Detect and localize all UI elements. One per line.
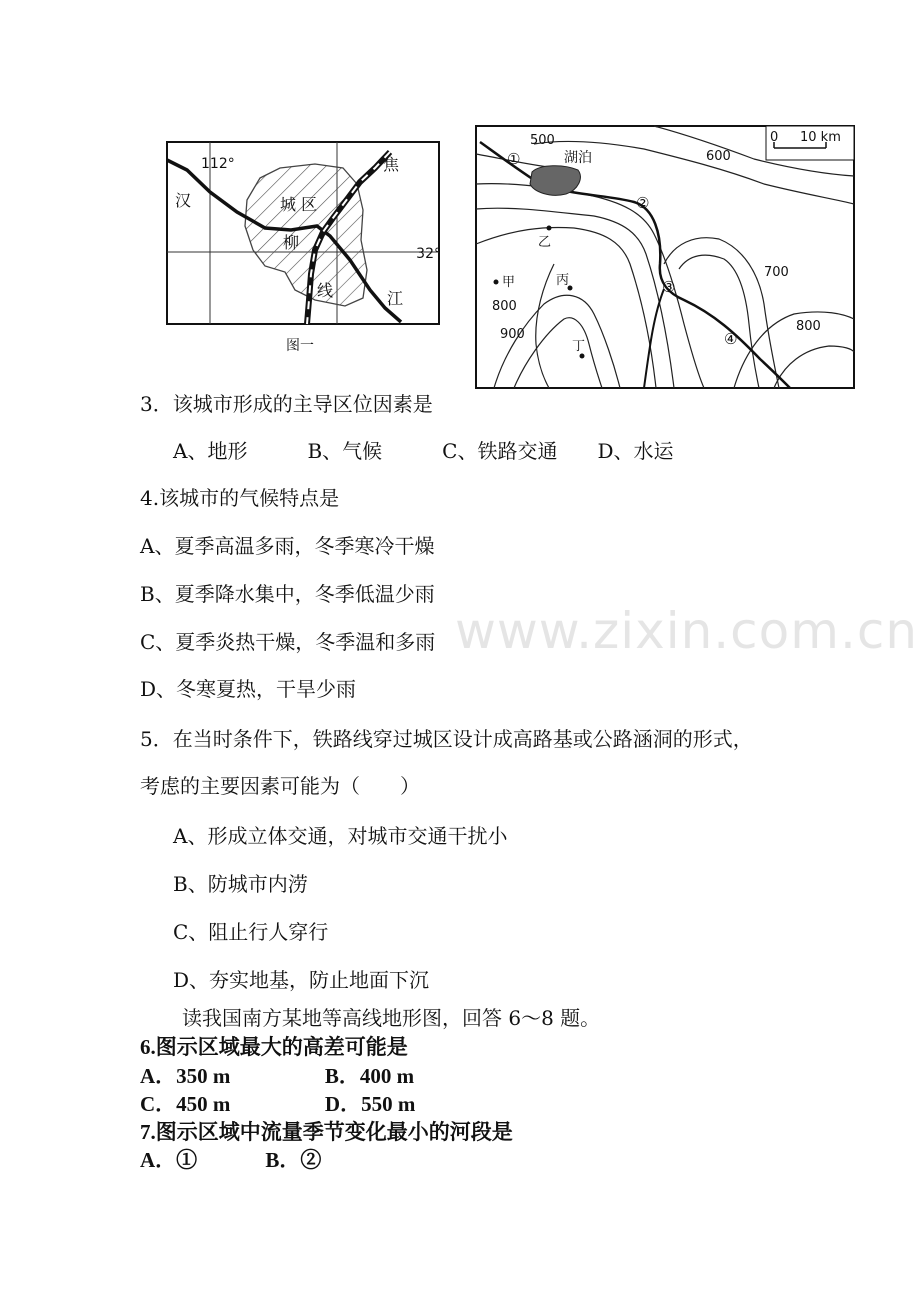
q4-stem: 4.该城市的气候特点是 xyxy=(140,486,340,510)
q4-option-a: A、夏季高温多雨，冬季寒冷干燥 xyxy=(140,534,435,558)
point-bing-label: 丙 xyxy=(556,273,570,288)
point-ding-marker xyxy=(580,354,585,359)
intro-6-8: 读我国南方某地等高线地形图，回答 6～8 题。 xyxy=(182,1006,601,1030)
jiao-label: 焦 xyxy=(383,155,400,174)
q5-option-d: D、夯实地基，防止地面下沉 xyxy=(173,968,430,992)
contour-lines xyxy=(476,126,854,388)
q7-stem: 7.图示区域中流量季节变化最小的河段是 xyxy=(140,1120,513,1144)
watermark: www.zixin.com.cn xyxy=(455,602,919,660)
contour-label-700: 700 xyxy=(764,265,789,280)
jiang-label: 江 xyxy=(387,289,404,308)
q3-options: A、地形 B、气候 C、铁路交通 D、水运 xyxy=(173,439,674,463)
q6-options-ab: A．350 m B．400 m xyxy=(140,1064,415,1088)
xian-label: 线 xyxy=(317,281,334,300)
lake-label: 湖泊 xyxy=(564,150,592,166)
q5-stem-line1: 5．在当时条件下，铁路线穿过城区设计成高路基或公路涵洞的形式， xyxy=(140,727,753,751)
scale-label: 10 km xyxy=(800,130,841,145)
point-jia-marker xyxy=(494,280,499,285)
point-yi-label: 乙 xyxy=(538,235,552,250)
contour-label-600: 600 xyxy=(706,149,731,164)
q6-stem: 6.图示区域最大的高差可能是 xyxy=(140,1035,408,1059)
city-area xyxy=(245,164,367,306)
figure1-caption: 图一 xyxy=(286,338,314,354)
q7-options-ab: A．① B．② xyxy=(140,1148,322,1172)
lake xyxy=(530,166,580,196)
q4-option-b: B、夏季降水集中，冬季低温少雨 xyxy=(140,582,435,606)
q6-options-cd: C．450 m D．550 m xyxy=(140,1092,416,1116)
contour-label-800-left: 800 xyxy=(492,299,517,314)
main-river xyxy=(480,142,790,388)
q4-option-d: D、冬寒夏热，干旱少雨 xyxy=(140,677,357,701)
longitude-label: 112° xyxy=(201,156,235,172)
point-ding-label: 丁 xyxy=(572,339,586,354)
contour-label-800-right: 800 xyxy=(796,319,821,334)
han-label: 汉 xyxy=(175,191,192,210)
q5-option-b: B、防城市内涝 xyxy=(173,872,308,896)
scale-zero: 0 xyxy=(770,130,779,145)
q3-stem: 3．该城市形成的主导区位因素是 xyxy=(140,392,433,416)
city-map-figure xyxy=(165,140,445,360)
river-mark-2: ② xyxy=(636,194,650,212)
q4-option-c: C、夏季炎热干燥，冬季温和多雨 xyxy=(140,630,436,654)
contour-label-900: 900 xyxy=(500,327,525,342)
contour-map-frame xyxy=(476,126,854,388)
contour-label-500: 500 xyxy=(530,133,555,148)
river-mark-3: ③ xyxy=(662,278,676,296)
q5-option-a: A、形成立体交通，对城市交通干扰小 xyxy=(173,824,508,848)
contour-map-figure xyxy=(474,124,856,390)
river-mark-1: ① xyxy=(507,150,521,168)
liu-label: 柳 xyxy=(283,233,300,252)
q5-stem-line2: 考虑的主要因素可能为（ ） xyxy=(140,774,420,798)
point-jia-label: 甲 xyxy=(502,275,516,290)
latitude-label: 32° xyxy=(416,246,441,262)
river-mark-4: ④ xyxy=(724,330,738,348)
city-area-label: 城 区 xyxy=(280,195,318,214)
point-yi-marker xyxy=(547,226,552,231)
q5-option-c: C、阻止行人穿行 xyxy=(173,920,329,944)
